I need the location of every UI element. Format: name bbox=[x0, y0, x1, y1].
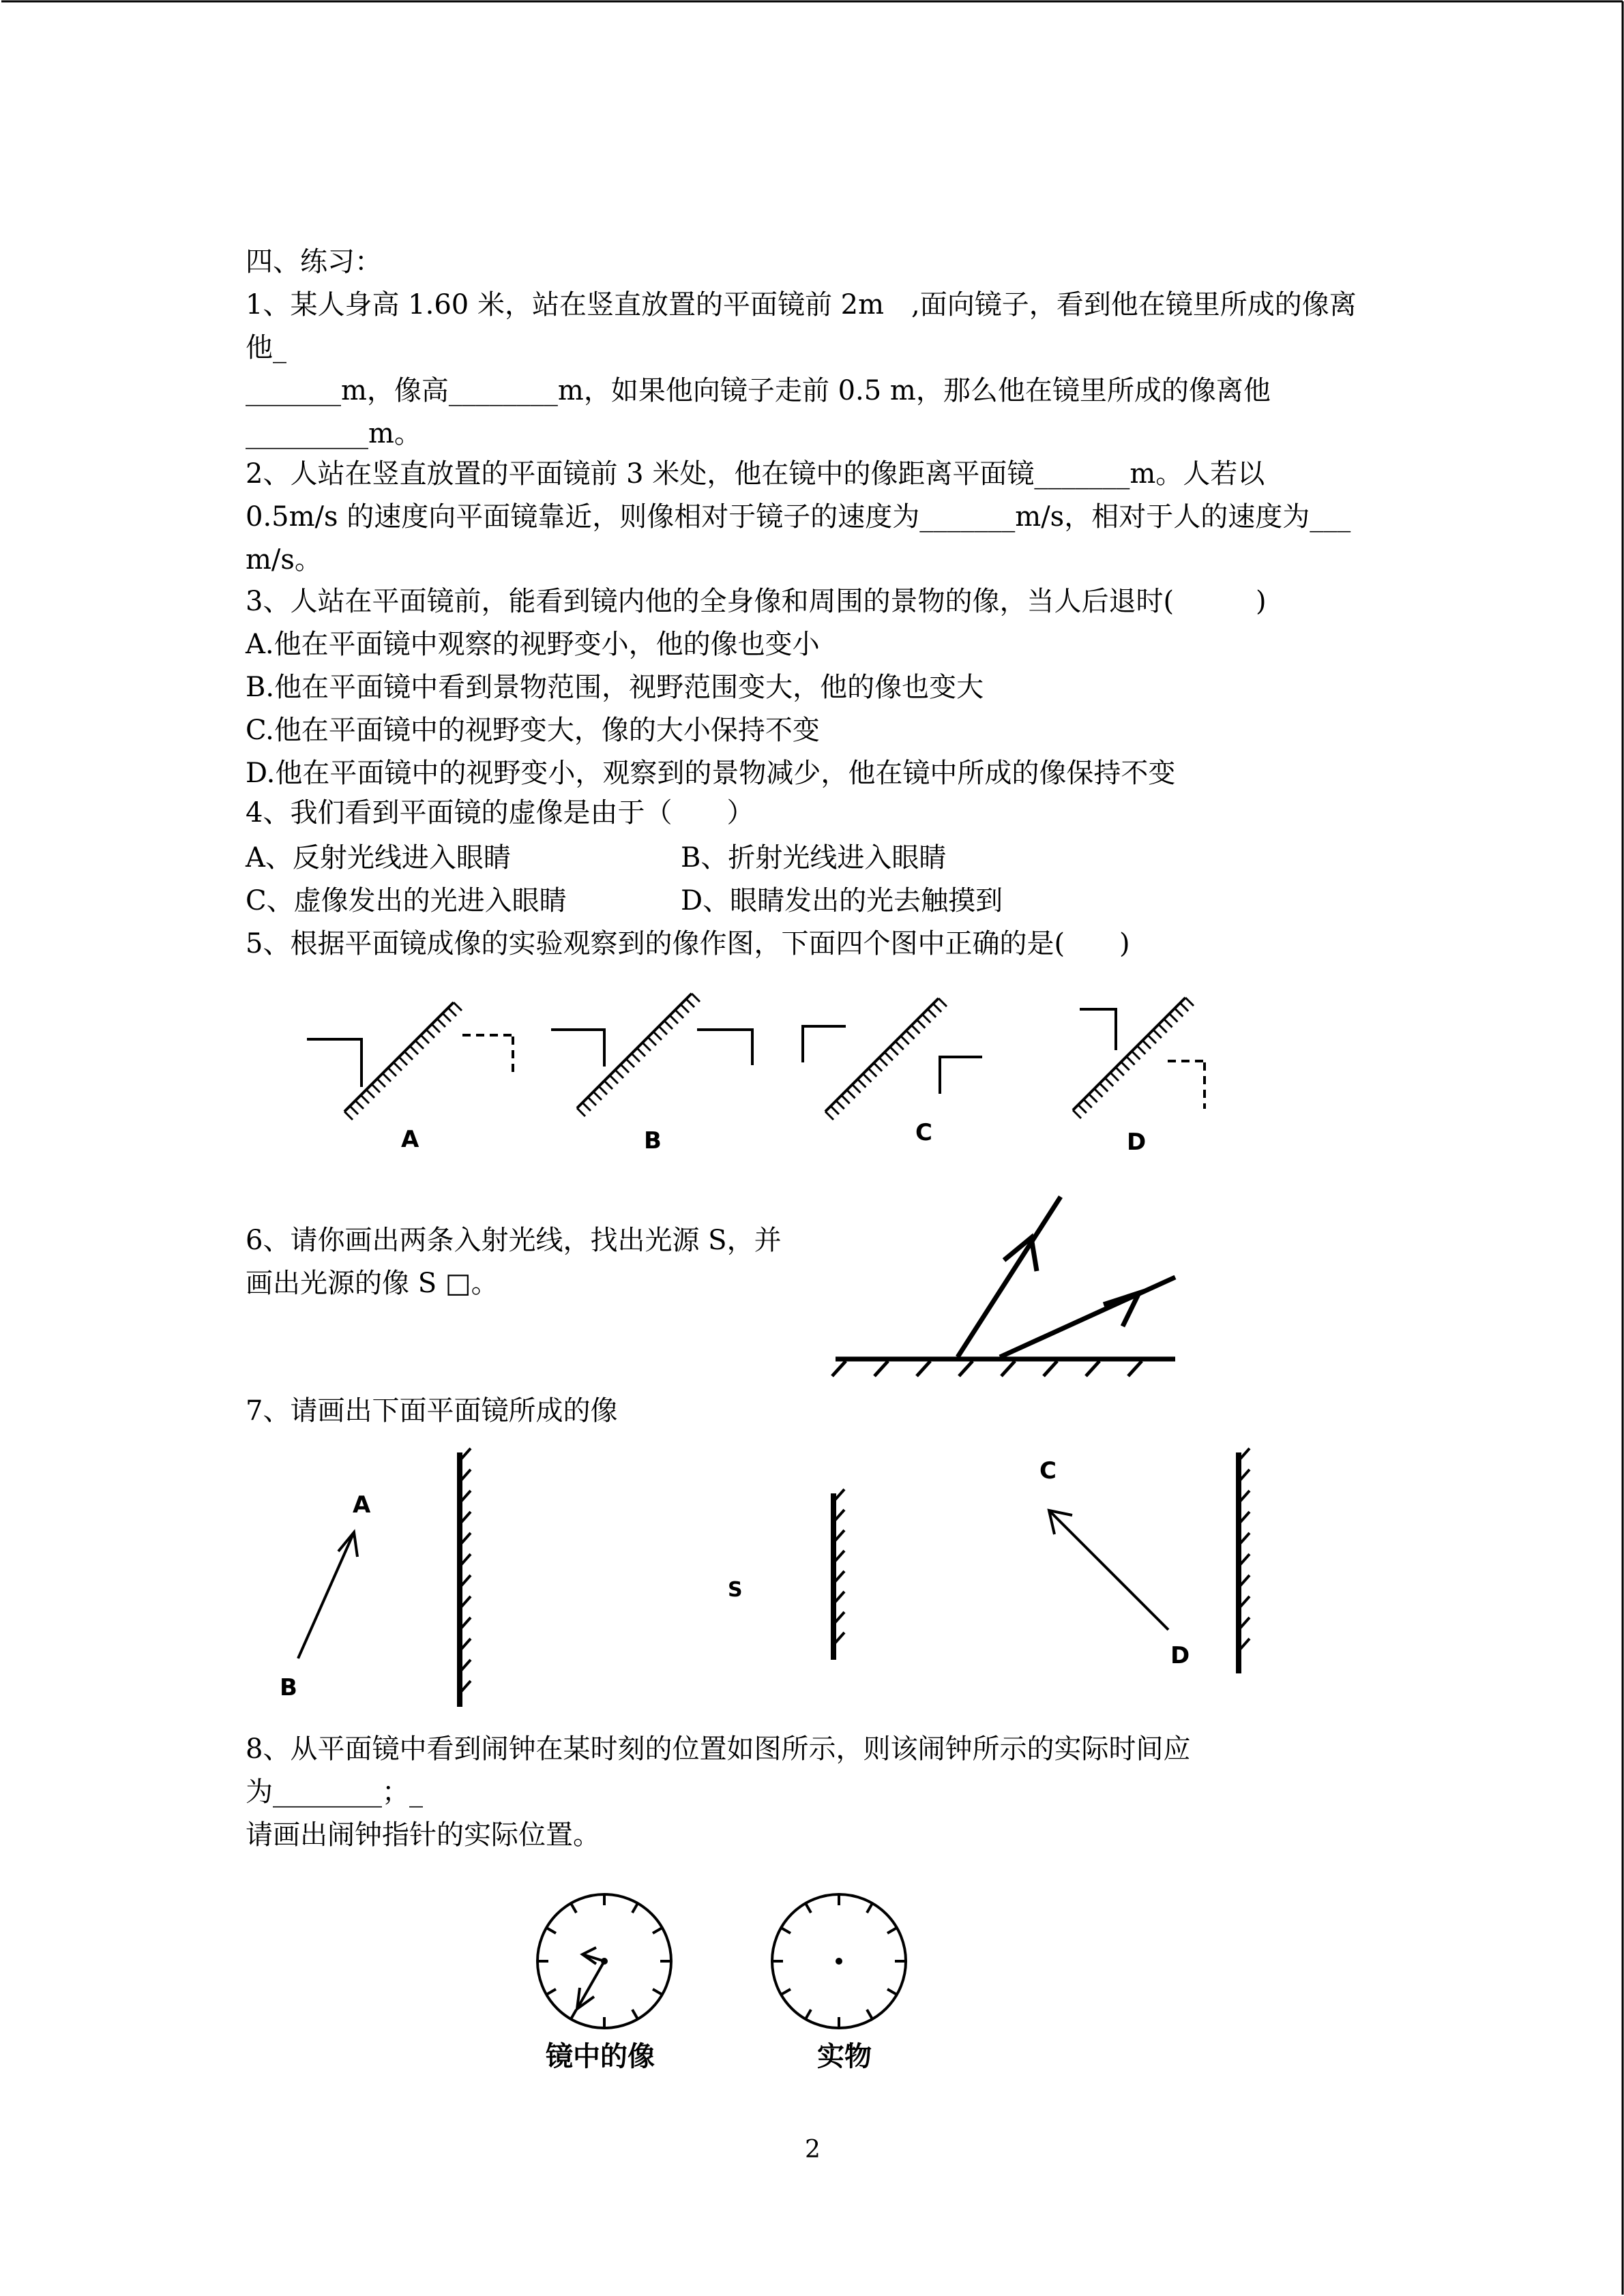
q7-label-b: B bbox=[280, 1674, 297, 1701]
q5-figure-b bbox=[551, 994, 752, 1116]
q5-figure-a bbox=[307, 1002, 513, 1120]
q5-label-d: D bbox=[1127, 1129, 1147, 1156]
q4-stem: 4、我们看到平面镜的虚像是由于（ ） bbox=[246, 797, 754, 829]
q7-label-d: D bbox=[1170, 1642, 1190, 1669]
clock-real-caption: 实物 bbox=[817, 2041, 872, 2072]
arrow-icon bbox=[1104, 1293, 1139, 1326]
q8-line-1: 8、从平面镜中看到闹钟在某时刻的位置如图所示，则该闹钟所示的实际时间应 bbox=[246, 1733, 1191, 1765]
q8-line-3: 请画出闹钟指针的实际位置。 bbox=[246, 1819, 600, 1851]
q7-arrow-ab bbox=[298, 1532, 354, 1658]
q3-stem: 3、人站在平面镜前，能看到镜内他的全身像和周围的景物的像，当人后退时( ) bbox=[246, 586, 1267, 617]
section-title: 四、练习： bbox=[246, 246, 382, 278]
q5-figure-d bbox=[1073, 998, 1205, 1118]
q4-option-a: A、反射光线进入眼睛 bbox=[246, 842, 511, 874]
q3-option-d: D.他在平面镜中的视野变小，观察到的景物减少，他在镜中所成的像保持不变 bbox=[246, 758, 1176, 789]
q5-label-b: B bbox=[644, 1127, 662, 1154]
q3-option-c: C.他在平面镜中的视野变大，像的大小保持不变 bbox=[246, 715, 820, 746]
arrow-icon bbox=[1004, 1238, 1037, 1271]
q7-stem: 7、请画出下面平面镜所成的像 bbox=[246, 1395, 618, 1427]
q6-reflected-ray-1 bbox=[958, 1197, 1061, 1357]
q4-option-c: C、虚像发出的光进入眼睛 bbox=[246, 885, 567, 916]
clock-mirror-caption: 镜中的像 bbox=[546, 2041, 655, 2072]
clock-mirror-icon bbox=[537, 1894, 671, 2028]
q6-line-1: 6、请你画出两条入射光线，找出光源 S，并 bbox=[246, 1225, 782, 1256]
q5-label-a: A bbox=[401, 1126, 419, 1153]
q3-option-b: B.他在平面镜中看到景物范围，视野范围变大，他的像也变大 bbox=[246, 672, 984, 703]
q1-line-1: 1、某人身高 1.60 米，站在竖直放置的平面镜前 2m ,面向镜子，看到他在镜里所成的像离 bbox=[246, 289, 1357, 320]
q2-line-1: 2、人站在竖直放置的平面镜前 3 米处，他在镜中的像距离平面镜_______m。人若以 bbox=[246, 458, 1265, 490]
q5-figure-c bbox=[803, 998, 982, 1120]
q5-label-c: C bbox=[915, 1119, 932, 1146]
page-number: 2 bbox=[805, 2136, 821, 2164]
clock-mirror-minute-hand bbox=[577, 1961, 604, 2009]
q6-line-2: 画出光源的像 S □。 bbox=[246, 1268, 499, 1299]
q1-line-2: 他_ bbox=[246, 332, 286, 363]
q3-option-a: A.他在平面镜中观察的视野变小，他的像也变小 bbox=[246, 629, 820, 660]
q7-label-c: C bbox=[1039, 1457, 1057, 1485]
clock-real-icon bbox=[772, 1894, 906, 2028]
q1-line-3: _______m，像高________m，如果他向镜子走前 0.5 m，那么他在镜里所成的像离他 bbox=[246, 375, 1271, 406]
q7-arrow-dc bbox=[1049, 1510, 1168, 1630]
clock-mirror-hour-hand bbox=[582, 1954, 604, 1961]
q7-label-a: A bbox=[353, 1491, 371, 1519]
q2-line-2: 0.5m/s 的速度向平面镜靠近，则像相对于镜子的速度为_______m/s，相对于人的速度为___ bbox=[246, 501, 1351, 533]
q5-stem: 5、根据平面镜成像的实验观察到的像作图，下面四个图中正确的是( ) bbox=[246, 928, 1130, 959]
q2-line-3: m/s。 bbox=[246, 544, 322, 576]
q1-line-4: _________m。 bbox=[246, 418, 422, 449]
q8-line-2: 为________；_ bbox=[246, 1776, 423, 1808]
q4-option-b: B、折射光线进入眼睛 bbox=[681, 842, 947, 874]
q7-label-s: S bbox=[728, 1578, 743, 1602]
q4-option-d: D、眼睛发出的光去触摸到 bbox=[681, 885, 1003, 916]
q6-reflected-ray-2 bbox=[1000, 1277, 1175, 1357]
